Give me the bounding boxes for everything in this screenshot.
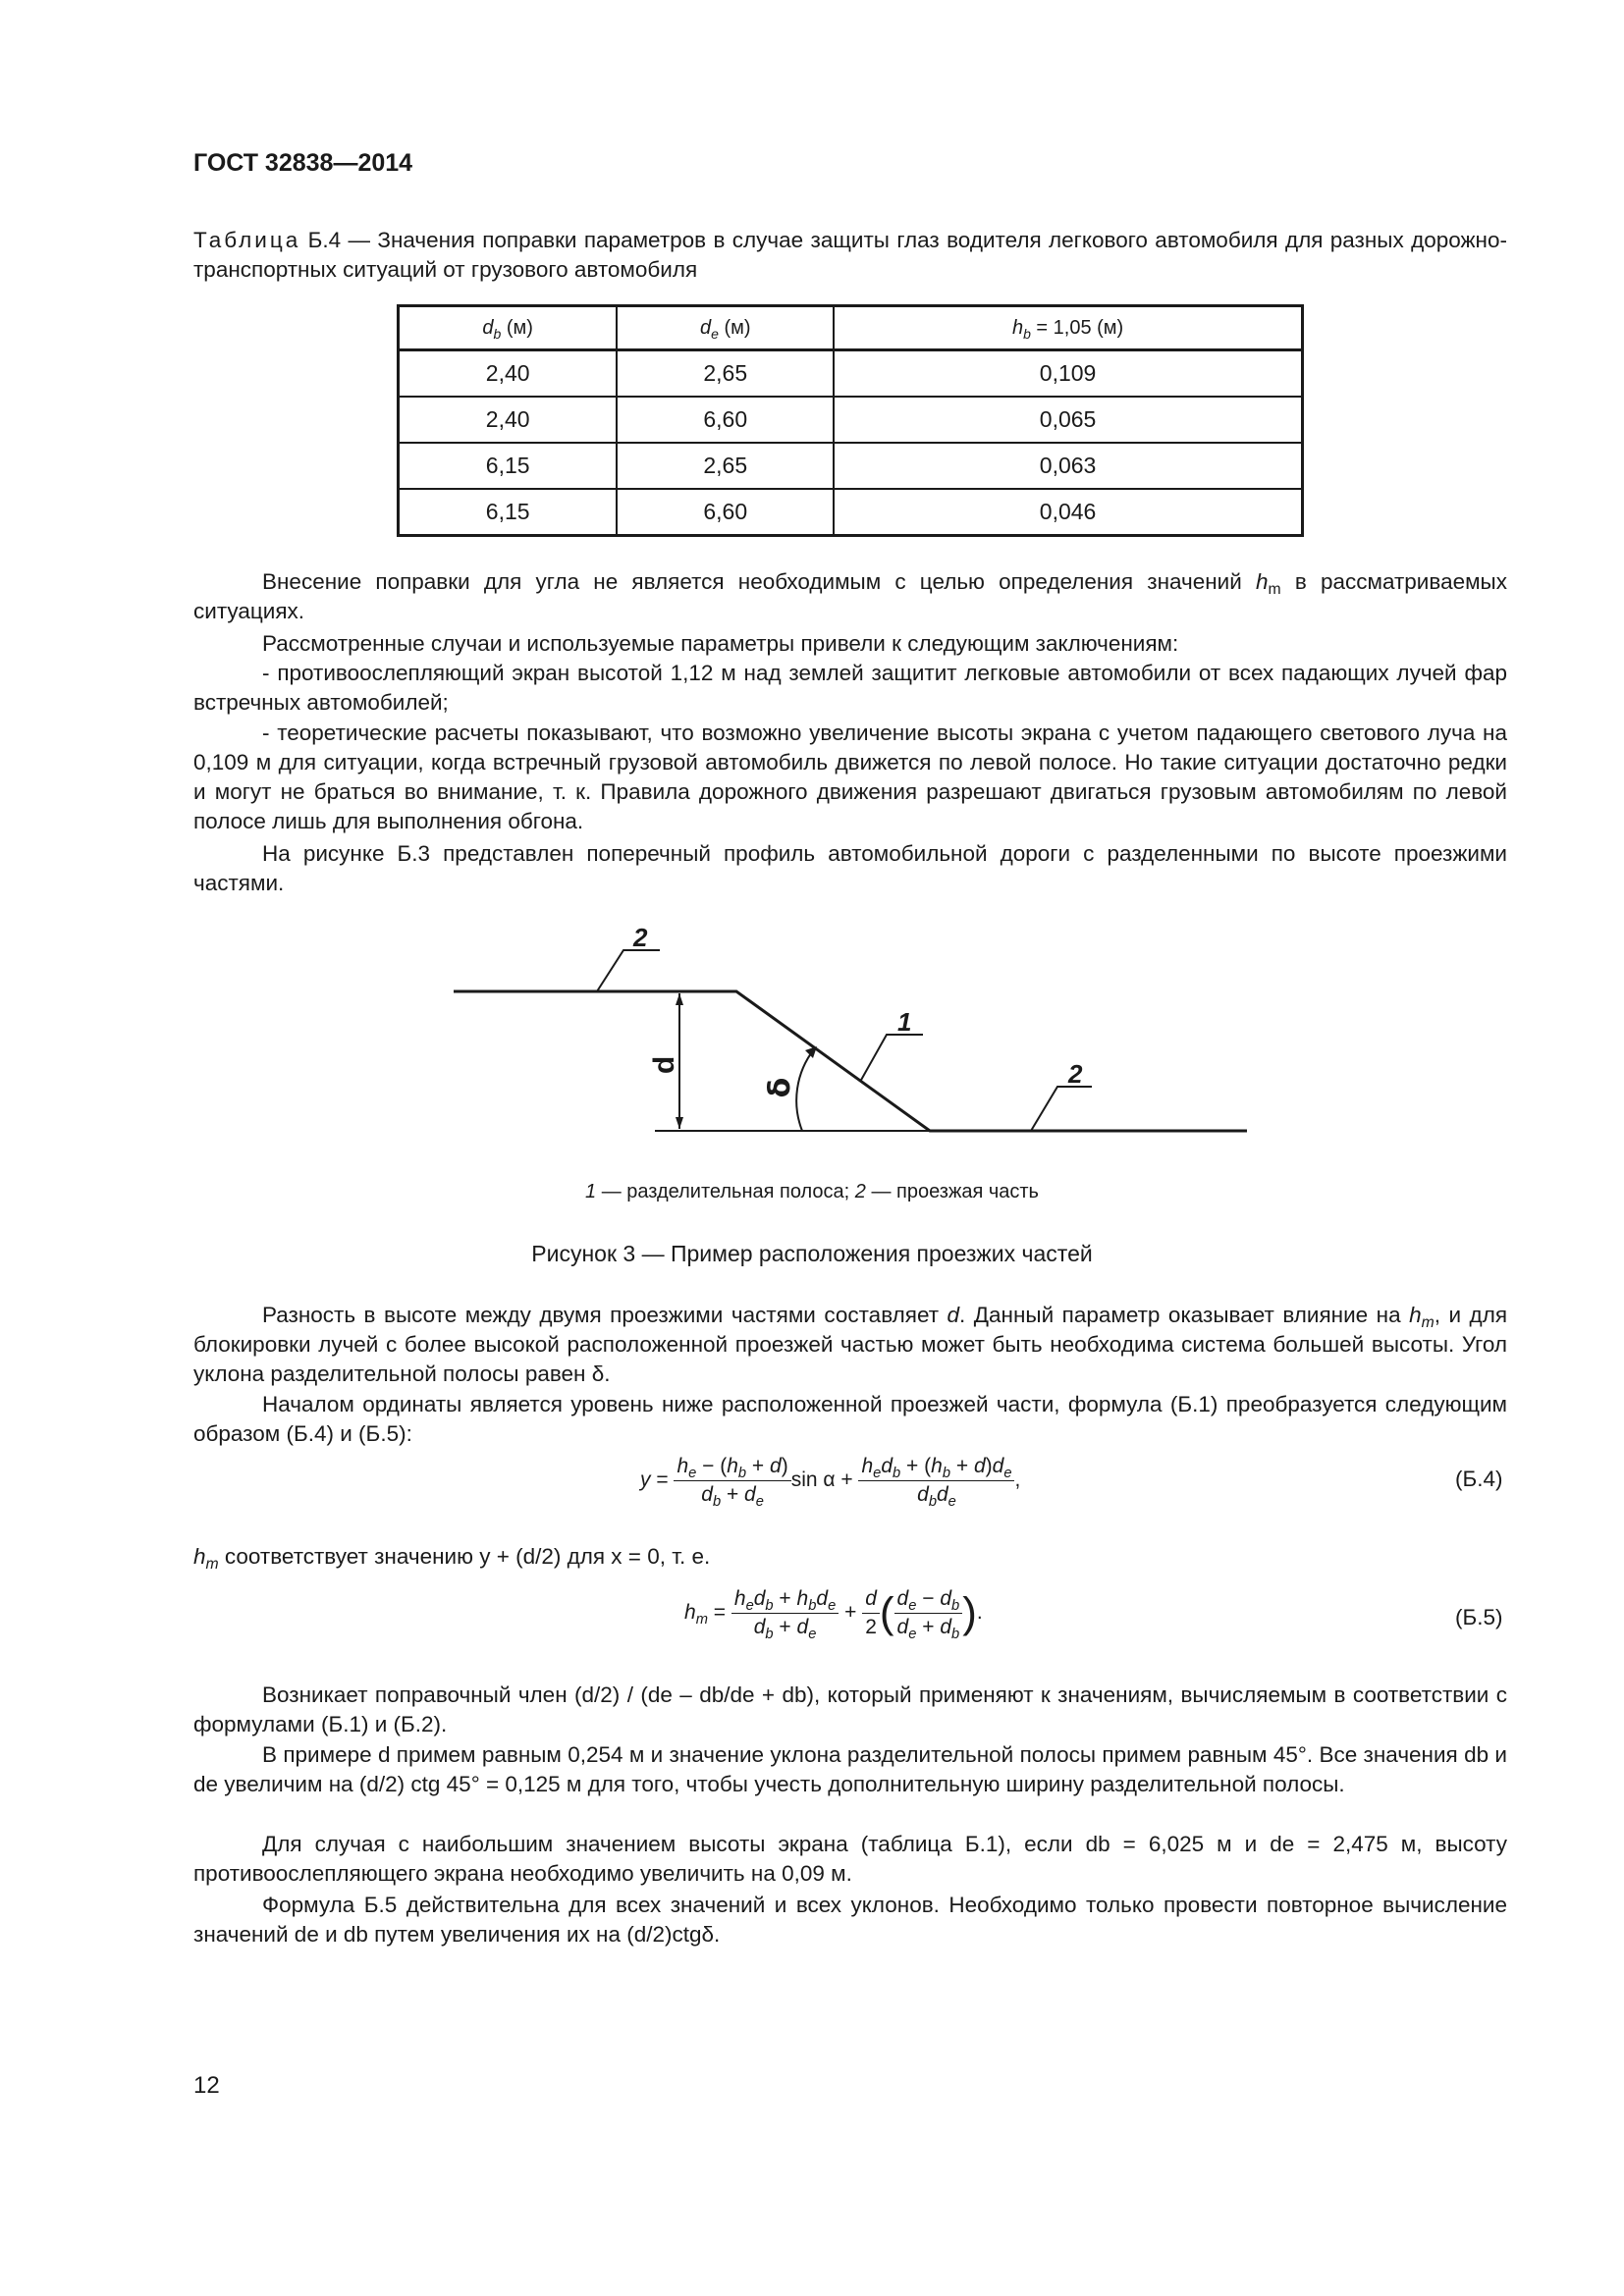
table-row: 2,40 2,65 0,109 — [399, 350, 1303, 398]
label-2-right: 2 — [1068, 1059, 1083, 1089]
arrowhead-bottom — [676, 1117, 683, 1129]
label-delta: δ — [763, 1077, 797, 1098]
table-caption-label: Таблица — [193, 228, 301, 252]
paragraph-ordinate-origin: Началом ординаты является уровень ниже расположенной проезжей части, формула (Б.1) преобразуется следующим образом (Б.4) и (Б.5): — [193, 1392, 1507, 1446]
label-1: 1 — [897, 1007, 912, 1037]
paragraph-max-height-case: Для случая с наибольшим значением высоты экрана (таблица Б.1), если db = 6,025 м и de = 2,475 м, высоту противоослепляющего экрана необходимо увеличить на 0,09 м. — [193, 1832, 1507, 1886]
paragraph-conclusion-2: - теоретические расчеты показывают, что возможно увеличение высоты экрана с учетом падающего светового луча на 0,109 м для ситуации, когда встречный грузовой автомобиль движется по левой полосе. Но такие ситуации достаточно редки и могут не браться во внимание, т. к. Правила дорожного движения разрешают двигаться грузовым автомобилям по левой полосе лишь для выполнения обгона. — [193, 721, 1507, 833]
page-number: 12 — [193, 2072, 220, 2099]
road-profile-figure — [0, 913, 1624, 1168]
paragraph-conclusions-intro: Рассмотренные случаи и используемые параметры привели к следующим заключениям: — [262, 631, 1179, 656]
col-db: $d_b$ (м) — [399, 306, 618, 350]
figure-caption: Рисунок 3 — Пример расположения проезжих частей — [531, 1241, 1093, 1266]
road-profile-line — [454, 991, 1247, 1131]
col-de: $d_e$ (м) — [617, 306, 834, 350]
paragraph-conclusion-1: - противоослепляющий экран высотой 1,12 м над землей защитит легковые автомобили от всех падающих лучей фар встречных автомобилей; — [193, 661, 1507, 715]
arrowhead-top — [676, 993, 683, 1005]
figure-legend: 1 — разделительная полоса; 2 — проезжая часть — [585, 1181, 1039, 1202]
table-header-row — [399, 306, 1303, 350]
table-row: 6,15 2,65 0,063 — [399, 443, 1303, 489]
equation-b5-number: (Б.5) — [1455, 1605, 1503, 1629]
col-hb: $h_b = 1,05$ (м) — [834, 306, 1302, 350]
document-header: ГОСТ 32838—2014 — [193, 149, 413, 177]
leader-label-2-right — [1031, 1087, 1092, 1131]
table-row: 2,40 6,60 0,065 — [399, 397, 1303, 443]
label-2-left: 2 — [633, 923, 648, 952]
paragraph-example: В примере d примем равным 0,254 м и значение уклона разделительной полосы примем равным 45°. Все значения db и de увеличим на (d/2) ctg 45° = 0,125 м для того, чтобы учесть дополнительную ширину разделительной полосы. — [193, 1742, 1507, 1796]
label-d: d — [648, 1055, 680, 1075]
paragraph-figure-intro: На рисунке Б.3 представлен поперечный профиль автомобильной дороги с разделенными по высоте проезжими частями. — [193, 841, 1507, 895]
equation-b4: y = $\frac{h_e - (h_b + d)}{d_b + d_e}$ sin α + $\frac{h_ed_b + (h_b + d)d_e}{d_bd_e}$ , — [640, 1455, 1021, 1510]
paragraph-correction-angle: Внесение поправки для угла не является необходимым с целью определения значений $h_m$ в рассматриваемых ситуациях. — [193, 569, 1507, 623]
equation-b5: $h_m$ = $\frac{h_ed_b + h_bd_e}{d_b + d_e}$ + $\frac{d}{2}$ ( $\frac{d_e - d_b}{d_e + d_b}$ ). — [684, 1587, 983, 1642]
paragraph-hm-value: $h_m$ соответствует значению y + (d/2) для x = 0, т. е. — [193, 1544, 711, 1573]
table-caption-text: Б.4 — Значения поправки параметров в случае защиты глаз водителя легкового автомобиля для разных дорожно-транспортных ситуаций от грузового автомобиля — [193, 228, 1507, 282]
leader-label-2-left — [597, 950, 660, 991]
paragraph-correction-term: Возникает поправочный член (d/2) / (de – db/de + db), который применяют к значениям, вычисляемым в соответствии с формулами (Б.1) и (Б.2). — [193, 1682, 1507, 1736]
paragraph-formula-validity: Формула Б.5 действительна для всех значений и всех уклонов. Необходимо только провести повторное вычисление значений de и db путем увеличения их на (d/2)ctgδ. — [193, 1893, 1507, 1947]
angle-arrowhead — [805, 1046, 817, 1058]
angle-arc — [796, 1049, 814, 1131]
table-caption — [193, 226, 1507, 285]
table-row: 6,15 6,60 0,046 — [399, 489, 1303, 536]
correction-table — [397, 304, 1304, 537]
equation-b4-number: (Б.4) — [1455, 1467, 1503, 1491]
leader-label-1 — [860, 1035, 923, 1082]
paragraph-height-difference: Разность в высоте между двумя проезжими частями составляет d. Данный параметр оказывает влияние на $h_m$, и для блокировки лучей с более высокой расположенной проезжей частью может быть необходима система большей высоты. Угол уклона разделительной полосы равен δ. — [193, 1303, 1508, 1386]
